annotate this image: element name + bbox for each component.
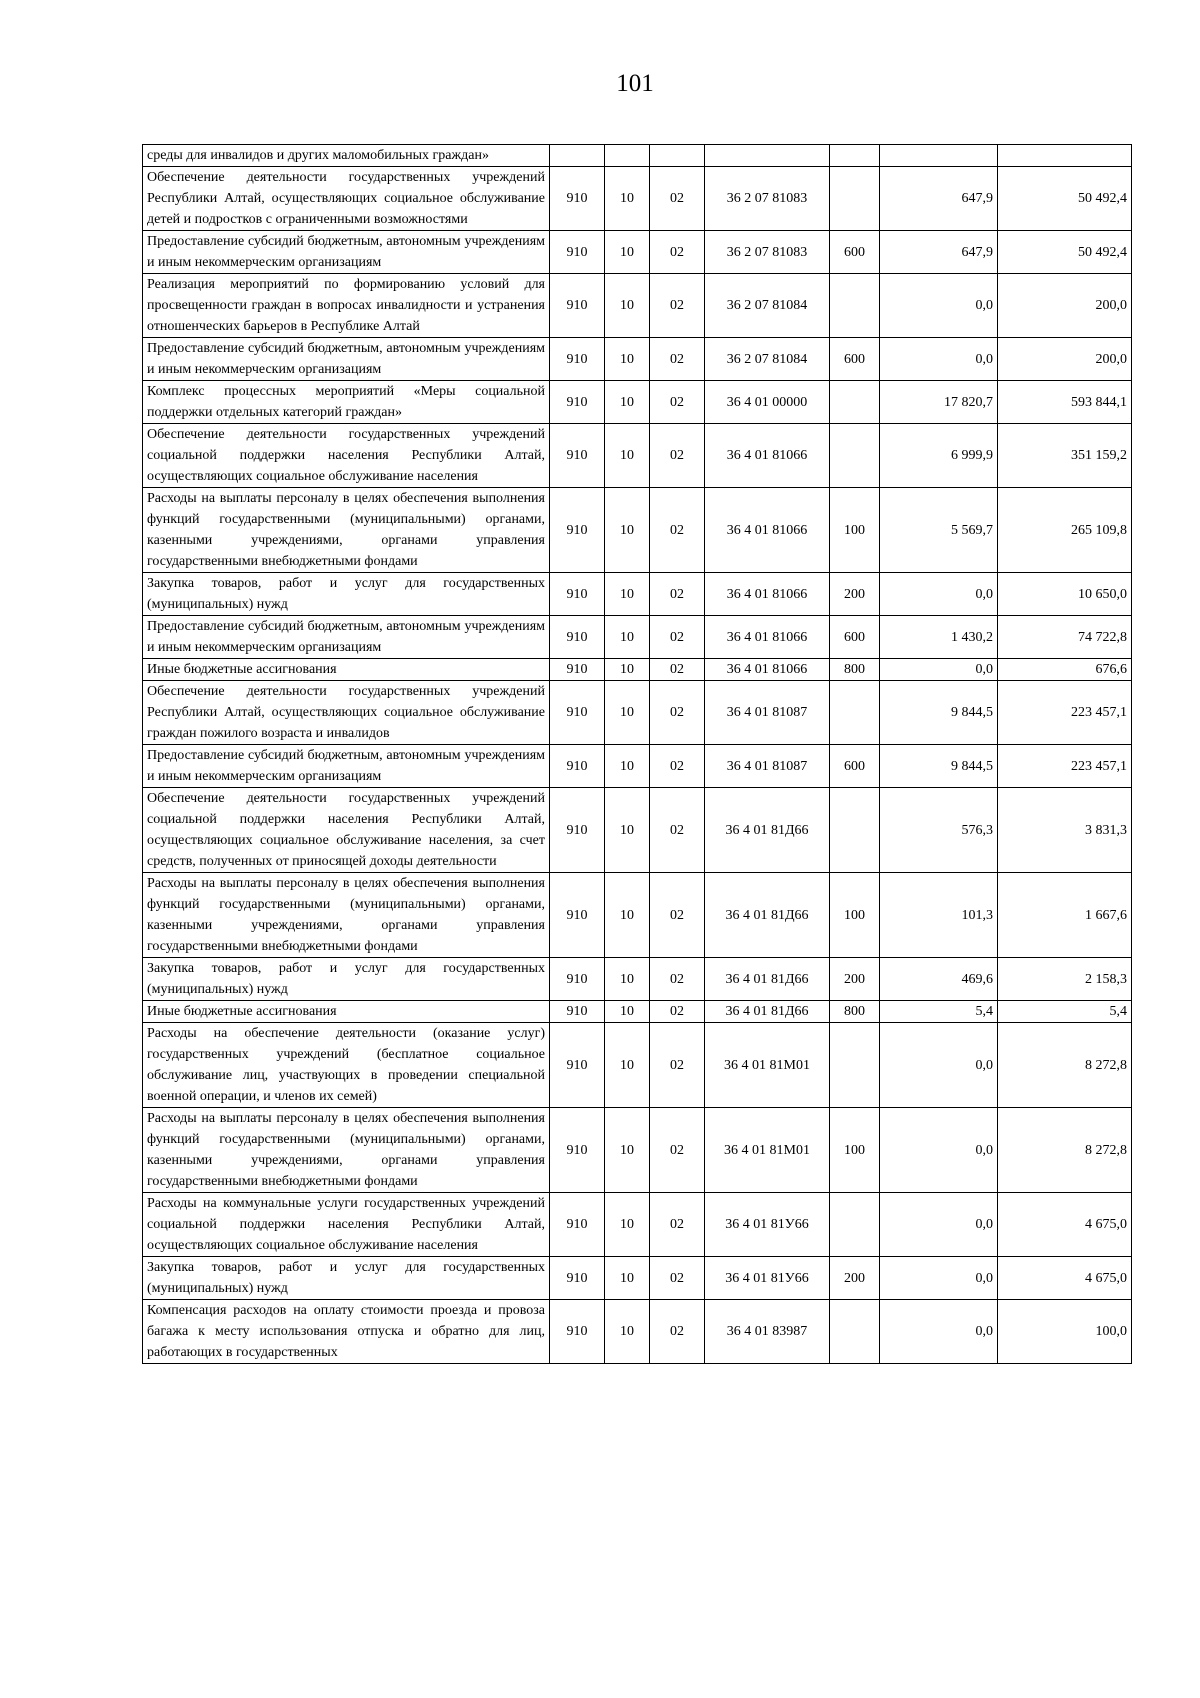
section-code-cell: 10 [605, 231, 650, 274]
subsection-code-cell: 02 [650, 1108, 705, 1193]
target-article-cell: 36 4 01 81066 [705, 573, 830, 616]
amount-2-cell: 200,0 [998, 338, 1132, 381]
table-row [143, 231, 1132, 274]
expense-type-cell: 200 [830, 1257, 880, 1300]
table-row [143, 573, 1132, 616]
amount-2-cell: 223 457,1 [998, 745, 1132, 788]
amount-2-cell: 50 492,4 [998, 167, 1132, 231]
table-row [143, 681, 1132, 745]
ministry-code-cell: 910 [550, 873, 605, 958]
section-code-cell: 10 [605, 488, 650, 573]
amount-1-cell: 1 430,2 [880, 616, 998, 659]
ministry-code-cell: 910 [550, 1023, 605, 1108]
target-article-cell: 36 4 01 83987 [705, 1300, 830, 1364]
ministry-code-cell: 910 [550, 659, 605, 681]
amount-2-cell: 351 159,2 [998, 424, 1132, 488]
amount-2-cell: 2 158,3 [998, 958, 1132, 1001]
subsection-code-cell [650, 145, 705, 167]
target-article-cell: 36 2 07 81084 [705, 274, 830, 338]
amount-2-cell: 3 831,3 [998, 788, 1132, 873]
subsection-code-cell: 02 [650, 1257, 705, 1300]
section-code-cell: 10 [605, 1023, 650, 1108]
target-article-cell: 36 4 01 81Д66 [705, 958, 830, 1001]
target-article-cell [705, 145, 830, 167]
row-name-cell: Закупка товаров, работ и услуг для государственных (муниципальных) нужд [143, 1257, 550, 1300]
subsection-code-cell: 02 [650, 381, 705, 424]
row-name-cell: Компенсация расходов на оплату стоимости проезда и провоза багажа к месту использования отпуска и обратно для лиц, работающих в государственных [143, 1300, 550, 1364]
amount-1-cell: 0,0 [880, 1257, 998, 1300]
section-code-cell: 10 [605, 1001, 650, 1023]
amount-2-cell: 676,6 [998, 659, 1132, 681]
subsection-code-cell: 02 [650, 873, 705, 958]
expense-type-cell [830, 1300, 880, 1364]
amount-1-cell: 6 999,9 [880, 424, 998, 488]
ministry-code-cell: 910 [550, 381, 605, 424]
subsection-code-cell: 02 [650, 745, 705, 788]
amount-1-cell: 9 844,5 [880, 681, 998, 745]
amount-2-cell: 593 844,1 [998, 381, 1132, 424]
ministry-code-cell: 910 [550, 1193, 605, 1257]
amount-2-cell [998, 145, 1132, 167]
row-name-cell: Предоставление субсидий бюджетным, автономным учреждениям и иным некоммерческим организациям [143, 231, 550, 274]
section-code-cell: 10 [605, 381, 650, 424]
amount-2-cell: 50 492,4 [998, 231, 1132, 274]
budget-table-body [143, 145, 1132, 1364]
target-article-cell: 36 2 07 81083 [705, 231, 830, 274]
ministry-code-cell [550, 145, 605, 167]
subsection-code-cell: 02 [650, 167, 705, 231]
section-code-cell: 10 [605, 745, 650, 788]
expense-type-cell [830, 788, 880, 873]
table-row [143, 167, 1132, 231]
expense-type-cell: 800 [830, 1001, 880, 1023]
subsection-code-cell: 02 [650, 788, 705, 873]
expense-type-cell [830, 681, 880, 745]
row-name-cell: Закупка товаров, работ и услуг для государственных (муниципальных) нужд [143, 573, 550, 616]
table-row [143, 1257, 1132, 1300]
expense-type-cell [830, 381, 880, 424]
table-row [143, 1193, 1132, 1257]
table-row [143, 745, 1132, 788]
target-article-cell: 36 4 01 81Д66 [705, 1001, 830, 1023]
subsection-code-cell: 02 [650, 1023, 705, 1108]
section-code-cell: 10 [605, 616, 650, 659]
ministry-code-cell: 910 [550, 231, 605, 274]
ministry-code-cell: 910 [550, 958, 605, 1001]
ministry-code-cell: 910 [550, 616, 605, 659]
expense-type-cell: 100 [830, 488, 880, 573]
target-article-cell: 36 4 01 81066 [705, 659, 830, 681]
amount-2-cell: 4 675,0 [998, 1257, 1132, 1300]
table-row [143, 145, 1132, 167]
table-row [143, 338, 1132, 381]
section-code-cell: 10 [605, 958, 650, 1001]
amount-1-cell: 0,0 [880, 1300, 998, 1364]
expense-type-cell [830, 274, 880, 338]
table-row [143, 958, 1132, 1001]
row-name-cell: Реализация мероприятий по формированию условий для просвещенности граждан в вопросах инвалидности и устранения отношенческих барьеров в Республике Алтай [143, 274, 550, 338]
expense-type-cell [830, 1023, 880, 1108]
subsection-code-cell: 02 [650, 274, 705, 338]
subsection-code-cell: 02 [650, 1300, 705, 1364]
section-code-cell: 10 [605, 873, 650, 958]
subsection-code-cell: 02 [650, 231, 705, 274]
amount-2-cell: 100,0 [998, 1300, 1132, 1364]
subsection-code-cell: 02 [650, 616, 705, 659]
ministry-code-cell: 910 [550, 274, 605, 338]
ministry-code-cell: 910 [550, 424, 605, 488]
table-row [143, 659, 1132, 681]
expense-type-cell: 100 [830, 1108, 880, 1193]
table-row [143, 873, 1132, 958]
amount-1-cell: 17 820,7 [880, 381, 998, 424]
ministry-code-cell: 910 [550, 1108, 605, 1193]
row-name-cell: Расходы на выплаты персоналу в целях обеспечения выполнения функций государственными (муниципальными) органами, казенными учреждениями, органами управления государственными внебюджетными фондами [143, 488, 550, 573]
amount-1-cell: 576,3 [880, 788, 998, 873]
target-article-cell: 36 4 01 81Д66 [705, 873, 830, 958]
target-article-cell: 36 4 01 81М01 [705, 1023, 830, 1108]
row-name-cell: Обеспечение деятельности государственных учреждений социальной поддержки населения Республики Алтай, осуществляющих социальное обслуживание населения, за счет средств, полученных от приносящей доходы деятельности [143, 788, 550, 873]
section-code-cell: 10 [605, 424, 650, 488]
section-code-cell: 10 [605, 1108, 650, 1193]
table-row [143, 381, 1132, 424]
amount-1-cell: 647,9 [880, 231, 998, 274]
expense-type-cell: 200 [830, 573, 880, 616]
ministry-code-cell: 910 [550, 167, 605, 231]
target-article-cell: 36 4 01 81У66 [705, 1257, 830, 1300]
expense-type-cell [830, 1193, 880, 1257]
expense-type-cell: 600 [830, 231, 880, 274]
row-name-cell: Закупка товаров, работ и услуг для государственных (муниципальных) нужд [143, 958, 550, 1001]
amount-2-cell: 4 675,0 [998, 1193, 1132, 1257]
subsection-code-cell: 02 [650, 659, 705, 681]
expense-type-cell: 800 [830, 659, 880, 681]
amount-2-cell: 10 650,0 [998, 573, 1132, 616]
amount-2-cell: 265 109,8 [998, 488, 1132, 573]
amount-1-cell: 9 844,5 [880, 745, 998, 788]
section-code-cell: 10 [605, 1300, 650, 1364]
expense-type-cell [830, 145, 880, 167]
target-article-cell: 36 2 07 81084 [705, 338, 830, 381]
ministry-code-cell: 910 [550, 745, 605, 788]
target-article-cell: 36 4 01 81087 [705, 745, 830, 788]
amount-1-cell: 647,9 [880, 167, 998, 231]
subsection-code-cell: 02 [650, 1193, 705, 1257]
row-name-cell: Обеспечение деятельности государственных учреждений Республики Алтай, осуществляющих социальное обслуживание граждан пожилого возраста и инвалидов [143, 681, 550, 745]
row-name-cell: Расходы на выплаты персоналу в целях обеспечения выполнения функций государственными (муниципальными) органами, казенными учреждениями, органами управления государственными внебюджетными фондами [143, 1108, 550, 1193]
target-article-cell: 36 4 01 81М01 [705, 1108, 830, 1193]
subsection-code-cell: 02 [650, 338, 705, 381]
amount-2-cell: 200,0 [998, 274, 1132, 338]
section-code-cell: 10 [605, 659, 650, 681]
target-article-cell: 36 2 07 81083 [705, 167, 830, 231]
section-code-cell: 10 [605, 1257, 650, 1300]
amount-2-cell: 223 457,1 [998, 681, 1132, 745]
ministry-code-cell: 910 [550, 338, 605, 381]
ministry-code-cell: 910 [550, 488, 605, 573]
expense-type-cell: 600 [830, 338, 880, 381]
target-article-cell: 36 4 01 81066 [705, 424, 830, 488]
amount-2-cell: 1 667,6 [998, 873, 1132, 958]
row-name-cell: Иные бюджетные ассигнования [143, 659, 550, 681]
amount-2-cell: 8 272,8 [998, 1108, 1132, 1193]
amount-1-cell: 5,4 [880, 1001, 998, 1023]
row-name-cell: Расходы на выплаты персоналу в целях обеспечения выполнения функций государственными (муниципальными) органами, казенными учреждениями, органами управления государственными внебюджетными фондами [143, 873, 550, 958]
table-row [143, 1300, 1132, 1364]
row-name-cell: Расходы на обеспечение деятельности (оказание услуг) государственных учреждений (бесплатное социальное обслуживание лиц, участвующих в проведении специальной военной операции, и членов их семей) [143, 1023, 550, 1108]
row-name-cell: Предоставление субсидий бюджетным, автономным учреждениям и иным некоммерческим организациям [143, 745, 550, 788]
section-code-cell [605, 145, 650, 167]
expense-type-cell: 600 [830, 745, 880, 788]
row-name-cell: Предоставление субсидий бюджетным, автономным учреждениям и иным некоммерческим организациям [143, 616, 550, 659]
expense-type-cell: 100 [830, 873, 880, 958]
amount-1-cell [880, 145, 998, 167]
subsection-code-cell: 02 [650, 488, 705, 573]
subsection-code-cell: 02 [650, 681, 705, 745]
amount-2-cell: 5,4 [998, 1001, 1132, 1023]
subsection-code-cell: 02 [650, 573, 705, 616]
amount-1-cell: 0,0 [880, 659, 998, 681]
target-article-cell: 36 4 01 81066 [705, 616, 830, 659]
amount-1-cell: 0,0 [880, 1023, 998, 1108]
section-code-cell: 10 [605, 338, 650, 381]
expense-type-cell: 600 [830, 616, 880, 659]
section-code-cell: 10 [605, 1193, 650, 1257]
amount-1-cell: 0,0 [880, 1193, 998, 1257]
expense-type-cell: 200 [830, 958, 880, 1001]
ministry-code-cell: 910 [550, 1257, 605, 1300]
budget-table [142, 144, 1132, 1364]
subsection-code-cell: 02 [650, 1001, 705, 1023]
row-name-cell: Иные бюджетные ассигнования [143, 1001, 550, 1023]
amount-1-cell: 0,0 [880, 338, 998, 381]
table-row [143, 424, 1132, 488]
amount-1-cell: 0,0 [880, 274, 998, 338]
expense-type-cell [830, 424, 880, 488]
row-name-cell: среды для инвалидов и других маломобильных граждан» [143, 145, 550, 167]
row-name-cell: Обеспечение деятельности государственных учреждений социальной поддержки населения Республики Алтай, осуществляющих социальное обслуживание населения [143, 424, 550, 488]
table-row [143, 274, 1132, 338]
subsection-code-cell: 02 [650, 958, 705, 1001]
section-code-cell: 10 [605, 573, 650, 616]
amount-1-cell: 469,6 [880, 958, 998, 1001]
target-article-cell: 36 4 01 81066 [705, 488, 830, 573]
amount-1-cell: 101,3 [880, 873, 998, 958]
amount-2-cell: 74 722,8 [998, 616, 1132, 659]
expense-type-cell [830, 167, 880, 231]
ministry-code-cell: 910 [550, 681, 605, 745]
ministry-code-cell: 910 [550, 1001, 605, 1023]
page-number: 101 [616, 70, 654, 97]
section-code-cell: 10 [605, 681, 650, 745]
amount-1-cell: 0,0 [880, 573, 998, 616]
ministry-code-cell: 910 [550, 1300, 605, 1364]
section-code-cell: 10 [605, 167, 650, 231]
row-name-cell: Предоставление субсидий бюджетным, автономным учреждениям и иным некоммерческим организациям [143, 338, 550, 381]
section-code-cell: 10 [605, 274, 650, 338]
amount-1-cell: 5 569,7 [880, 488, 998, 573]
ministry-code-cell: 910 [550, 573, 605, 616]
row-name-cell: Комплекс процессных мероприятий «Меры социальной поддержки отдельных категорий граждан» [143, 381, 550, 424]
target-article-cell: 36 4 01 81У66 [705, 1193, 830, 1257]
target-article-cell: 36 4 01 81087 [705, 681, 830, 745]
row-name-cell: Обеспечение деятельности государственных учреждений Республики Алтай, осуществляющих социальное обслуживание детей и подростков с ограниченными возможностями [143, 167, 550, 231]
row-name-cell: Расходы на коммунальные услуги государственных учреждений социальной поддержки населения Республики Алтай, осуществляющих социальное обслуживание населения [143, 1193, 550, 1257]
table-row [143, 616, 1132, 659]
amount-1-cell: 0,0 [880, 1108, 998, 1193]
table-row [143, 1108, 1132, 1193]
section-code-cell: 10 [605, 788, 650, 873]
table-row [143, 788, 1132, 873]
target-article-cell: 36 4 01 81Д66 [705, 788, 830, 873]
amount-2-cell: 8 272,8 [998, 1023, 1132, 1108]
table-row [143, 488, 1132, 573]
subsection-code-cell: 02 [650, 424, 705, 488]
table-row [143, 1023, 1132, 1108]
table-row [143, 1001, 1132, 1023]
target-article-cell: 36 4 01 00000 [705, 381, 830, 424]
ministry-code-cell: 910 [550, 788, 605, 873]
